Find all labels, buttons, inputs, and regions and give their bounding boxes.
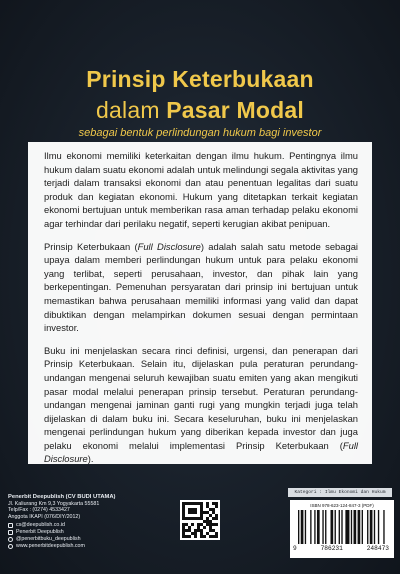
social-facebook-text: Penerbit Deepublish (16, 529, 64, 536)
barcode-bar (314, 510, 315, 544)
synopsis-p3-part-a: Buku ini menjelaskan secara rinci definisi, urgensi, dan penerapan dari Prinsip Keterbukaan. Selain itu, dijelaskan pula peraturan perundang-undangan mengenai seluruh kewajiban suatu emiten yang akan mengikuti pasar modal melalui penerapan prinsip tersebut. Peraturan perundang-undangan mengenai jaminan ganti rugi yang mungkin terjadi juga telah dijelaskan di dalam buku ini. Secara keseluruhan, buku ini menjelaskan mengenai perlindungan hukum yang diberikan kepada investor dan juga pelaku ekonomi melalui implementasi Prinsip Keterbukaan ( (44, 344, 358, 451)
barcode-bar (374, 510, 375, 544)
barcode-bar (310, 510, 311, 544)
social-facebook (8, 529, 178, 536)
publisher-address: Jl. Kaliurang Km 9,3 Yogyakarta 55581 (8, 500, 100, 507)
synopsis-p3-part-b: ). (87, 453, 94, 465)
barcode-digit-group-2: 248473 (366, 545, 389, 552)
email-icon (8, 523, 13, 528)
social-email (8, 522, 178, 529)
synopsis-p2-part-b: ) adalah salah satu metode sebagai upaya dalam memberi perlindungan hukum untuk para pelaku ekonomi yang terlibat, seperti perusahaan, investor, dan pihak lain yang berkepentingan. Pemenuhan persyaratan dari prinsip ini bertujuan untuk memastikan bahwa perusahaan memiliki informasi yang valid dan dapat dibuktikan dengan melampirkan dokumen sesuai dengan permintaan investor. (44, 240, 358, 334)
barcode-bar (351, 510, 352, 544)
social-list (8, 522, 178, 549)
isbn-barcode (290, 500, 394, 558)
synopsis-p3-italic: Full Disclosure (44, 439, 358, 465)
book-title-line2-light: dalam (96, 97, 167, 123)
synopsis-paragraph-1: Ilmu ekonomi memiliki keterkaitan dengan ilmu hukum. Pentingnya ilmu hukum dalam suatu ekonomi adalah untuk melindungi segala aktivitas yang terjadi dalam transaksi ekonomi dan atau penentuan legalitas dari suatu produk dan kegiatan ekonomi. Hukum yang ditetapkan terkait kegiatan ekonomi bertujuan untuk memberikan rasa aman terhadap pelaku ekonomi agar terhindar dari perilaku negatif, seperti kerugian akibat penipuan. (44, 150, 358, 229)
book-title-line2 (0, 97, 400, 124)
qr-code-pattern (182, 502, 218, 538)
barcode-bar (335, 510, 336, 544)
barcode-bar (330, 510, 333, 544)
qr-module (215, 535, 218, 538)
web-icon (8, 544, 13, 549)
barcode-digit-group-1: 786231 (320, 545, 343, 552)
barcode-digits (290, 545, 394, 552)
barcode-bar (358, 510, 361, 544)
barcode-bar (383, 510, 384, 544)
barcode-bar (298, 510, 299, 544)
social-web (8, 543, 178, 550)
book-subtitle: sebagai bentuk perlindungan hukum bagi investor (78, 127, 322, 139)
barcode-bar (354, 510, 357, 544)
title-block (0, 66, 400, 139)
synopsis-text (44, 149, 358, 466)
barcode-digit-prefix: 9 (293, 545, 297, 552)
isbn-label: ISBN 978-623-124-847-3 (PDF) (310, 503, 374, 508)
barcode-bar (362, 510, 363, 544)
social-email-text: cs@deepublish.co.id (16, 522, 65, 529)
social-instagram-text: @penerbitbuku_deepublish (16, 536, 81, 543)
barcode-bar (370, 510, 373, 544)
barcode-bars (298, 510, 386, 544)
social-instagram (8, 536, 178, 543)
synopsis-paragraph-3 (44, 344, 358, 466)
barcode-bar (339, 510, 340, 544)
barcode-bar (325, 510, 326, 544)
social-web-text: www.penerbitdeepublish.com (16, 542, 85, 549)
barcode-bar (301, 510, 304, 544)
book-title-line1: Prinsip Keterbukaan (86, 66, 314, 92)
instagram-icon (8, 537, 13, 542)
qr-code (180, 500, 220, 540)
barcode-bar (341, 510, 342, 544)
synopsis-p2-part-a: Prinsip Keterbukaan ( (44, 240, 138, 252)
publisher-name: Penerbit Deepublish (CV BUDI UTAMA) (8, 494, 116, 500)
barcode-bar (345, 510, 349, 544)
barcode-bar (367, 510, 368, 544)
publisher-member: Anggota IKAPI (076/DIY/2012) (8, 513, 81, 520)
barcode-bar (305, 510, 306, 544)
synopsis-p2-italic: Full Disclosure (137, 240, 201, 252)
publisher-phone: Telp/Fax : (0274) 4533427 (8, 507, 70, 514)
publisher-info (8, 494, 178, 550)
category-label: Kategori : Ilmu Ekonomi dan Hukum (288, 488, 392, 497)
book-title-line2-bold: Pasar Modal (166, 97, 304, 123)
barcode-bar (322, 510, 323, 544)
barcode-bar (317, 510, 320, 544)
barcode-bar (378, 510, 379, 544)
synopsis-paragraph-2 (44, 240, 358, 335)
facebook-icon (8, 530, 13, 535)
